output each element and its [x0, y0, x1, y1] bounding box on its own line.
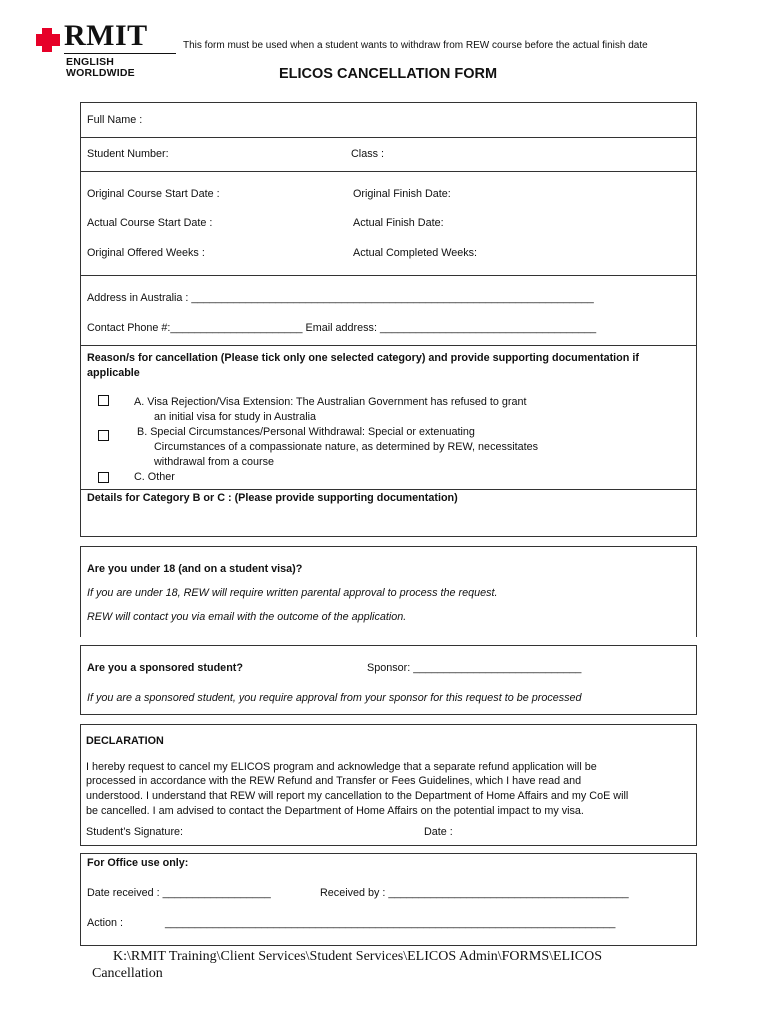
declaration-heading: DECLARATION: [86, 735, 164, 747]
logo-line-2: WORLDWIDE: [66, 67, 135, 79]
logo-brand: RMIT: [64, 19, 148, 52]
form-note: This form must be used when a student wants to withdraw from REW course before the actual finish date: [183, 40, 648, 51]
original-start-date-field[interactable]: Original Course Start Date :: [87, 188, 220, 200]
rmit-logo: [34, 20, 154, 80]
divider: [80, 171, 697, 172]
received-by-field[interactable]: Received by : ________________________________________: [320, 887, 629, 899]
action-field[interactable]: ___________________________________________________________________________: [165, 917, 616, 929]
option-c-checkbox[interactable]: [98, 472, 109, 483]
option-a-label-cont: an initial visa for study in Australia: [154, 411, 317, 423]
logo-line-1: ENGLISH: [66, 56, 115, 68]
phone-email-field[interactable]: Contact Phone #:______________________ Email address: ____________________________________: [87, 322, 597, 334]
under-18-note: If you are under 18, REW will require written parental approval to process the request.: [87, 587, 498, 599]
divider: [80, 489, 697, 490]
sponsored-question: Are you a sponsored student?: [87, 662, 243, 674]
footer-path-cont: Cancellation: [92, 966, 163, 981]
sponsored-note: If you are a sponsored student, you require approval from your sponsor for this request to be processed: [87, 692, 582, 704]
date-received-field[interactable]: Date received : __________________: [87, 887, 271, 899]
actual-finish-date-field[interactable]: Actual Finish Date:: [353, 217, 444, 229]
divider: [80, 275, 697, 276]
reasons-heading-cont: applicable: [87, 367, 140, 379]
declaration-text: processed in accordance with the REW Refund and Transfer or Fees Guidelines, which I have read and: [86, 775, 582, 787]
divider: [80, 137, 697, 138]
under-18-note: REW will contact you via email with the outcome of the application.: [87, 611, 407, 623]
declaration-text: be cancelled. I am advised to contact the Department of Home Affairs on the potential impact to my visa.: [86, 805, 584, 817]
logo-rule: [64, 53, 176, 54]
footer-path: K:\RMIT Training\Client Services\Student Services\ELICOS Admin\FORMS\ELICOS: [113, 949, 602, 964]
action-label: Action :: [87, 917, 124, 929]
full-name-field[interactable]: Full Name :: [87, 114, 143, 126]
offered-weeks-field[interactable]: Original Offered Weeks :: [87, 247, 205, 259]
option-c-label: C. Other: [134, 471, 175, 483]
option-b-label: B. Special Circumstances/Personal Withdrawal: Special or extenuating: [137, 426, 475, 438]
option-b-label-cont: withdrawal from a course: [154, 456, 275, 468]
office-heading: For Office use only:: [87, 857, 189, 869]
option-b-checkbox[interactable]: [98, 430, 109, 441]
declaration-text: understood. I understand that REW will report my cancellation to the Department of Home Affairs and my CoE will: [86, 790, 629, 802]
student-number-field[interactable]: Student Number:: [87, 148, 169, 160]
sponsor-field[interactable]: Sponsor: ____________________________: [367, 662, 582, 674]
option-a-label: A. Visa Rejection/Visa Extension: The Australian Government has refused to grant: [134, 396, 527, 408]
divider: [80, 345, 697, 346]
actual-start-date-field[interactable]: Actual Course Start Date :: [87, 217, 213, 229]
original-finish-date-field[interactable]: Original Finish Date:: [353, 188, 451, 200]
declaration-text: I hereby request to cancel my ELICOS program and acknowledge that a separate refund application will be: [86, 761, 597, 773]
address-field[interactable]: Address in Australia : ___________________________________________________________________: [87, 292, 594, 304]
details-heading: Details for Category B or C : (Please provide supporting documentation): [87, 492, 458, 504]
option-a-checkbox[interactable]: [98, 395, 109, 406]
class-field[interactable]: Class :: [351, 148, 384, 160]
reasons-heading: Reason/s for cancellation (Please tick only one selected category) and provide supporting documentation if: [87, 352, 639, 364]
declaration-date-field[interactable]: Date :: [424, 826, 453, 838]
under-18-question: Are you under 18 (and on a student visa)?: [87, 563, 303, 575]
signature-field[interactable]: Student’s Signature:: [86, 826, 184, 838]
completed-weeks-field[interactable]: Actual Completed Weeks:: [353, 247, 478, 259]
option-b-label-cont: Circumstances of a compassionate nature, as determined by REW, necessitates: [154, 441, 539, 453]
sponsored-box: [80, 645, 697, 715]
page-title: ELICOS CANCELLATION FORM: [279, 66, 498, 82]
rmit-pixel-icon: [34, 26, 62, 54]
